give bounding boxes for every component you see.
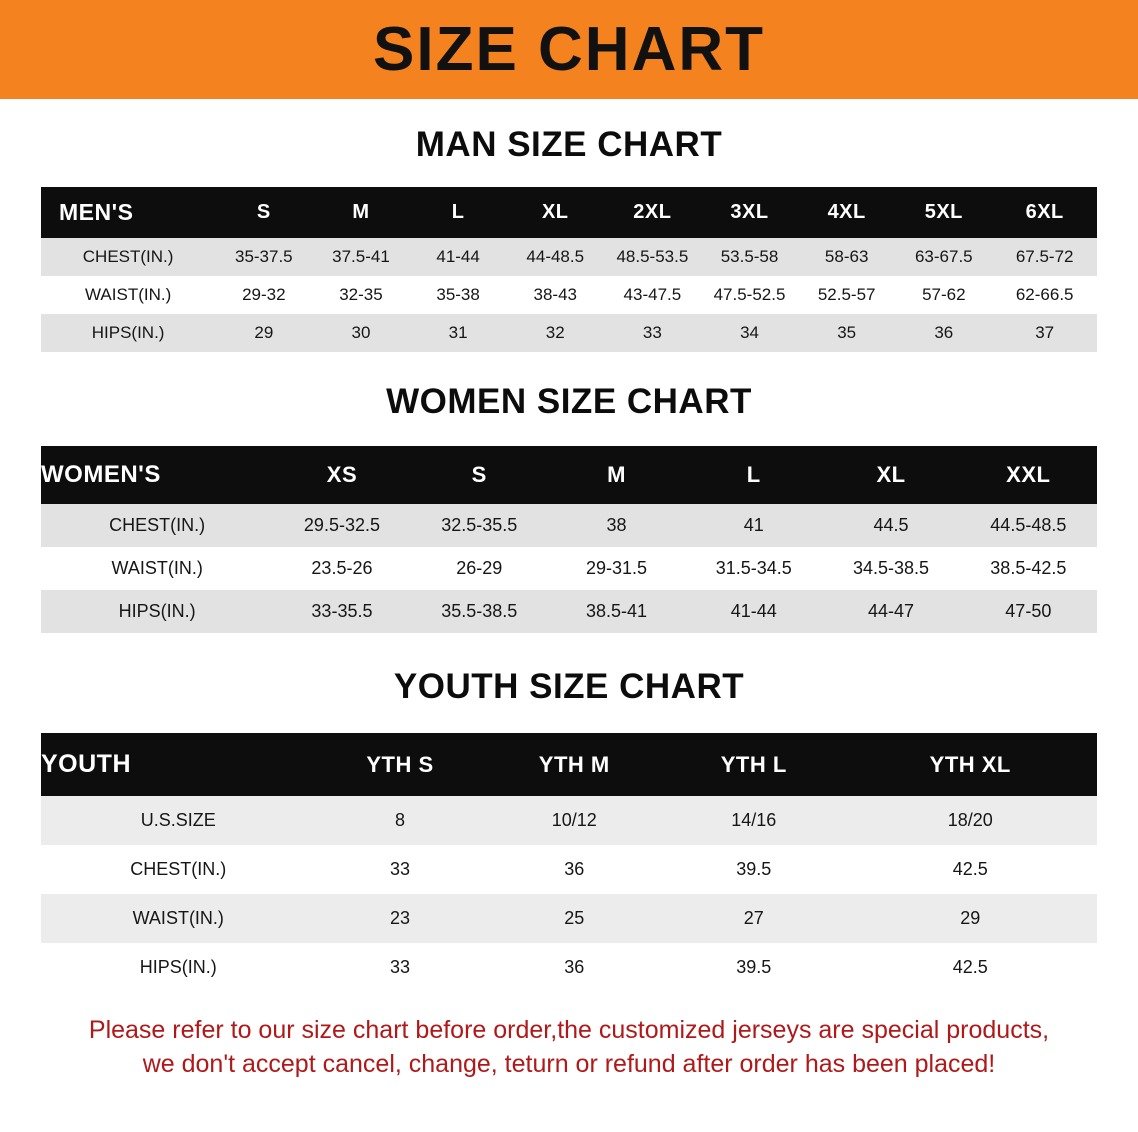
women-row-2-cell-3: 41-44 <box>685 590 822 633</box>
policy-note-line-1: Please refer to our size chart before order,the customized jerseys are special products, <box>88 1016 1050 1044</box>
man-header-cell-2: M <box>312 187 409 238</box>
youth-row-3-cell-0: 33 <box>316 943 485 992</box>
women-row-1-cell-0: 23.5-26 <box>273 547 410 590</box>
youth-row-3-cell-2: 39.5 <box>664 943 844 992</box>
man-row-0-cell-7: 63-67.5 <box>895 238 992 276</box>
women-row-0-label: CHEST(IN.) <box>41 504 273 547</box>
header-banner <box>0 0 1138 99</box>
women-row-1-cell-5: 38.5-42.5 <box>960 547 1097 590</box>
man-size-table <box>41 187 1097 352</box>
youth-row-3-cell-3: 42.5 <box>844 943 1097 992</box>
youth-row-0-cell-0: 8 <box>316 796 485 845</box>
women-row-0-cell-3: 41 <box>685 504 822 547</box>
table-row <box>41 314 1097 352</box>
women-header-cell-6: XXL <box>960 446 1097 504</box>
women-header-cell-1: XS <box>273 446 410 504</box>
table-row <box>41 894 1097 943</box>
page-title: SIZE CHART <box>373 14 765 84</box>
women-row-1-cell-1: 26-29 <box>411 547 548 590</box>
man-row-0-label: CHEST(IN.) <box>41 238 215 276</box>
youth-row-1-cell-2: 39.5 <box>664 845 844 894</box>
policy-note <box>40 1014 1098 1082</box>
women-row-2-cell-1: 35.5-38.5 <box>411 590 548 633</box>
women-size-table <box>41 446 1097 633</box>
man-row-1-cell-4: 43-47.5 <box>604 276 701 314</box>
man-row-2-cell-6: 35 <box>798 314 895 352</box>
table-row <box>41 943 1097 992</box>
man-header-cell-1: S <box>215 187 312 238</box>
man-row-0-cell-1: 37.5-41 <box>312 238 409 276</box>
man-row-2-label: HIPS(IN.) <box>41 314 215 352</box>
man-header-cell-4: XL <box>507 187 604 238</box>
man-row-1-cell-5: 47.5-52.5 <box>701 276 798 314</box>
women-row-0-cell-1: 32.5-35.5 <box>411 504 548 547</box>
man-row-0-cell-0: 35-37.5 <box>215 238 312 276</box>
youth-section-title: YOUTH SIZE CHART <box>393 667 745 706</box>
women-row-0-cell-0: 29.5-32.5 <box>273 504 410 547</box>
women-row-1-label: WAIST(IN.) <box>41 547 273 590</box>
youth-row-0-cell-3: 18/20 <box>844 796 1097 845</box>
man-row-0-cell-6: 58-63 <box>798 238 895 276</box>
man-row-1-label: WAIST(IN.) <box>41 276 215 314</box>
youth-header-cell-1: YTH S <box>316 733 485 796</box>
table-row <box>41 845 1097 894</box>
man-row-0-cell-8: 67.5-72 <box>992 238 1097 276</box>
women-row-1-cell-4: 34.5-38.5 <box>822 547 959 590</box>
man-row-0-cell-4: 48.5-53.5 <box>604 238 701 276</box>
youth-row-1-cell-3: 42.5 <box>844 845 1097 894</box>
women-header-cell-3: M <box>548 446 685 504</box>
man-row-1-cell-6: 52.5-57 <box>798 276 895 314</box>
youth-header-cell-3: YTH L <box>664 733 844 796</box>
man-table-wrap <box>41 187 1097 352</box>
man-row-2-cell-5: 34 <box>701 314 798 352</box>
youth-row-2-label: WAIST(IN.) <box>41 894 316 943</box>
table-row <box>41 796 1097 845</box>
man-table-header-row <box>41 187 1097 238</box>
man-section-title: MAN SIZE CHART <box>415 125 723 164</box>
youth-size-table <box>41 733 1097 992</box>
man-row-0-cell-5: 53.5-58 <box>701 238 798 276</box>
women-row-2-cell-5: 47-50 <box>960 590 1097 633</box>
man-header-cell-0: MEN'S <box>41 187 215 238</box>
youth-row-1-cell-0: 33 <box>316 845 485 894</box>
women-row-0-cell-4: 44.5 <box>822 504 959 547</box>
table-row <box>41 547 1097 590</box>
youth-row-1-cell-1: 36 <box>485 845 665 894</box>
man-row-0-cell-3: 44-48.5 <box>507 238 604 276</box>
youth-row-0-cell-2: 14/16 <box>664 796 844 845</box>
youth-table-wrap <box>41 733 1097 992</box>
man-row-2-cell-8: 37 <box>992 314 1097 352</box>
youth-row-2-cell-3: 29 <box>844 894 1097 943</box>
youth-header-cell-4: YTH XL <box>844 733 1097 796</box>
women-section-title: WOMEN SIZE CHART <box>386 382 752 421</box>
man-header-cell-6: 3XL <box>701 187 798 238</box>
man-row-2-cell-2: 31 <box>410 314 507 352</box>
women-row-2-label: HIPS(IN.) <box>41 590 273 633</box>
youth-table-header-row <box>41 733 1097 796</box>
man-row-1-cell-7: 57-62 <box>895 276 992 314</box>
man-header-cell-8: 5XL <box>895 187 992 238</box>
man-row-0-cell-2: 41-44 <box>410 238 507 276</box>
table-row <box>41 504 1097 547</box>
youth-row-0-label: U.S.SIZE <box>41 796 316 845</box>
man-row-2-cell-7: 36 <box>895 314 992 352</box>
women-header-cell-5: XL <box>822 446 959 504</box>
women-row-2-cell-0: 33-35.5 <box>273 590 410 633</box>
man-row-1-cell-0: 29-32 <box>215 276 312 314</box>
women-row-0-cell-2: 38 <box>548 504 685 547</box>
youth-row-2-cell-1: 25 <box>485 894 665 943</box>
policy-note-line-2: we don't accept cancel, change, teturn or refund after order has been placed! <box>142 1049 996 1078</box>
women-row-1-cell-3: 31.5-34.5 <box>685 547 822 590</box>
women-row-2-cell-4: 44-47 <box>822 590 959 633</box>
youth-row-0-cell-1: 10/12 <box>485 796 665 845</box>
women-table-wrap <box>41 446 1097 633</box>
man-row-1-cell-8: 62-66.5 <box>992 276 1097 314</box>
women-row-0-cell-5: 44.5-48.5 <box>960 504 1097 547</box>
man-row-2-cell-0: 29 <box>215 314 312 352</box>
table-row <box>41 276 1097 314</box>
man-header-cell-3: L <box>410 187 507 238</box>
youth-header-cell-0: YOUTH <box>41 733 316 796</box>
man-row-1-cell-1: 32-35 <box>312 276 409 314</box>
man-header-cell-5: 2XL <box>604 187 701 238</box>
youth-row-1-label: CHEST(IN.) <box>41 845 316 894</box>
women-header-cell-2: S <box>411 446 548 504</box>
man-header-cell-9: 6XL <box>992 187 1097 238</box>
table-row <box>41 238 1097 276</box>
man-row-2-cell-1: 30 <box>312 314 409 352</box>
youth-row-3-label: HIPS(IN.) <box>41 943 316 992</box>
man-row-1-cell-2: 35-38 <box>410 276 507 314</box>
women-header-cell-0: WOMEN'S <box>41 446 273 504</box>
man-header-cell-7: 4XL <box>798 187 895 238</box>
women-row-2-cell-2: 38.5-41 <box>548 590 685 633</box>
table-row <box>41 590 1097 633</box>
man-row-2-cell-3: 32 <box>507 314 604 352</box>
youth-row-2-cell-0: 23 <box>316 894 485 943</box>
youth-row-2-cell-2: 27 <box>664 894 844 943</box>
women-header-cell-4: L <box>685 446 822 504</box>
women-table-header-row <box>41 446 1097 504</box>
man-row-1-cell-3: 38-43 <box>507 276 604 314</box>
man-row-2-cell-4: 33 <box>604 314 701 352</box>
women-row-1-cell-2: 29-31.5 <box>548 547 685 590</box>
youth-header-cell-2: YTH M <box>485 733 665 796</box>
youth-row-3-cell-1: 36 <box>485 943 665 992</box>
